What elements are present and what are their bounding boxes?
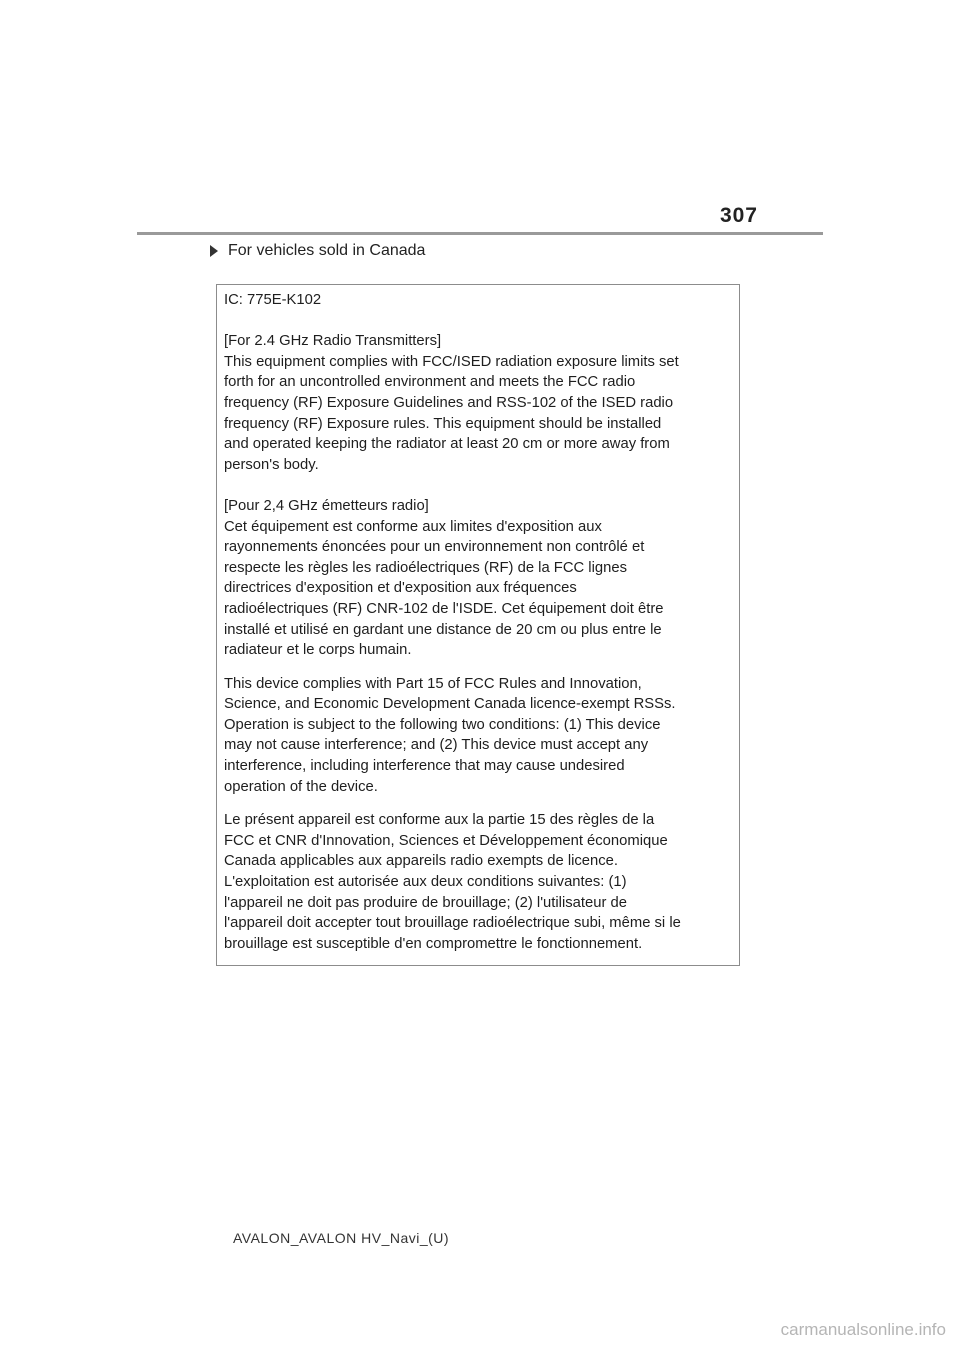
footer-model-code: AVALON_AVALON HV_Navi_(U) xyxy=(233,1230,450,1246)
ic-number: IC: 775E-K102 xyxy=(224,292,322,308)
triangle-right-icon xyxy=(210,245,218,257)
en-radio-title: [For 2.4 GHz Radio Transmitters] xyxy=(224,333,442,350)
header-divider xyxy=(137,232,823,235)
fr-radio-body: Cet équipement est conforme aux limites d'exposition aux rayonnements énoncées pour un environnement non contrôlé et respecte les règles les radioélectriques (RF) de la FCC lignes directrices d'exposition et d'exposition aux fréquences radioélectriques (RF) CNR-102 de l'ISDE. Cet équipement doit être installé et utilisé en gardant une distance de 20 cm ou plus entre le radiateur et le corps humain. xyxy=(224,518,664,659)
section-heading-text: For vehicles sold in Canada xyxy=(228,242,426,259)
watermark: carmanualsonline.info xyxy=(780,1320,946,1339)
page-number: 307 xyxy=(719,204,758,227)
en-part15-paragraph: This device complies with Part 15 of FCC Rules and Innovation, Science, and Economic Development Canada licence-exempt RSSs. Operation is subject to the following two conditions: (1) This device may not cause interference; and (2) This device must accept any interference, including interference that may cause undesired operation of the device. xyxy=(224,675,676,795)
section-heading xyxy=(210,242,425,260)
fr-radio-title: [Pour 2,4 GHz émetteurs radio] xyxy=(224,497,429,514)
fr-part15-paragraph: Le présent appareil est conforme aux la partie 15 des règles de la FCC et CNR d'Innovation, Sciences et Développement économique Canada applicables aux appareils radio exempts de licence. L'exploitation est autorisée aux deux conditions suivantes: (1) l'appareil ne doit pas produire de brouillage; (2) l'utilisateur de l'appareil doit accepter tout brouillage radioélectrique subi, même si le brouillage est susceptible d'en compromettre le fonctionnement. xyxy=(224,812,681,952)
en-radio-body: This equipment complies with FCC/ISED radiation exposure limits set forth for an uncontrolled environment and meets the FCC radio frequency (RF) Exposure Guidelines and RSS-102 of the ISED radio frequency (RF) Exposure rules. This equipment should be installed and operated keeping the radiator at least 20 cm or more away from person's body. xyxy=(224,353,679,473)
regulatory-notice-box xyxy=(216,284,740,966)
